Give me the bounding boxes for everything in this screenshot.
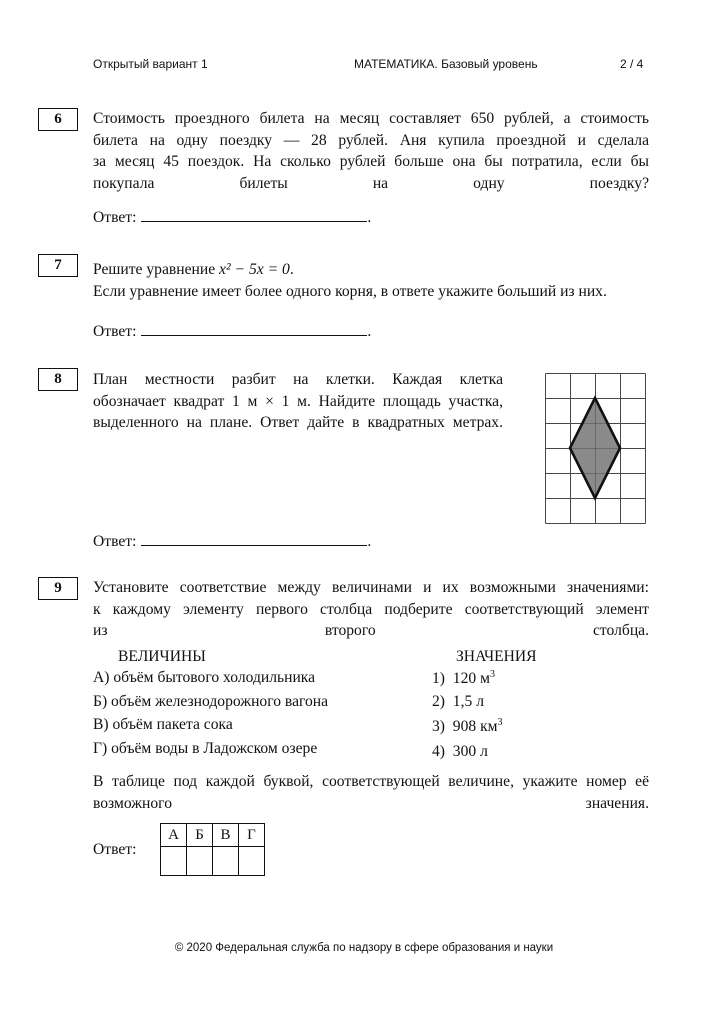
value-number: 4) bbox=[432, 743, 445, 760]
value-text: 908 км bbox=[452, 718, 498, 736]
task-7-prompt: Решите уравнение bbox=[93, 261, 216, 278]
task-8-line: План местности разбит на клетки. Каждая клетка bbox=[93, 371, 503, 388]
task-6-line: за месяц 45 поездок. На сколько рублей больше она бы потратила, если бы bbox=[93, 153, 649, 170]
answer-label: Ответ: bbox=[93, 209, 137, 226]
quantity-item: А) объём бытового холодильника bbox=[93, 669, 316, 686]
value-text: 300 л bbox=[452, 743, 488, 760]
value-item bbox=[432, 743, 488, 761]
answer-cell[interactable] bbox=[187, 847, 213, 876]
task-9-answer-label: Ответ: bbox=[93, 841, 137, 858]
task-9-instruction-line: возможного значения. bbox=[93, 794, 649, 812]
quantities-header: ВЕЛИЧИНЫ bbox=[118, 648, 206, 665]
task-6-line: билета на одну поездку — 28 рублей. Аня купила проездной и сделала bbox=[93, 131, 649, 149]
task-7-text bbox=[93, 259, 607, 302]
task-7-answer: Ответ: . bbox=[93, 323, 372, 340]
task-8-number: 8 bbox=[38, 368, 78, 391]
task-7-line1: Решите уравнение x² − 5x = 0. bbox=[93, 261, 294, 278]
task-6-answer-field[interactable] bbox=[141, 207, 367, 222]
value-exponent: 3 bbox=[497, 717, 503, 728]
header-variant: Открытый вариант 1 bbox=[93, 57, 208, 71]
task-7-line2: Если уравнение имеет более одного корня, в ответе укажите больший из них. bbox=[93, 282, 607, 300]
answer-cell[interactable] bbox=[239, 847, 265, 876]
task-6-line: покупала билеты на одну поездку? bbox=[93, 174, 649, 192]
task-9-number: 9 bbox=[38, 577, 78, 600]
task-8-answer: Ответ: . bbox=[93, 533, 372, 550]
footer-copyright: © 2020 Федеральная служба по надзору в сфере образования и науки bbox=[174, 942, 554, 954]
value-item bbox=[432, 693, 484, 711]
quantity-item: Г) объём воды в Ладожском озере bbox=[93, 740, 318, 757]
answer-table-header-row bbox=[161, 824, 265, 847]
value-item bbox=[432, 717, 503, 736]
answer-cell[interactable] bbox=[161, 847, 187, 876]
task-9-instruction-line: В таблице под каждой буквой, соответствующей величине, укажите номер её bbox=[93, 773, 649, 790]
value-number: 3) bbox=[432, 718, 445, 736]
quantity-item: В) объём пакета сока bbox=[93, 716, 233, 733]
value-number: 2) bbox=[432, 693, 445, 710]
task-8-text bbox=[93, 369, 503, 434]
task-7-answer-field[interactable] bbox=[141, 321, 367, 336]
task-6-number: 6 bbox=[38, 108, 78, 131]
task-9-line: к каждому элементу первого столбца подберите соответствующий элемент bbox=[93, 600, 649, 618]
quantity-item: Б) объём железнодорожного вагона bbox=[93, 693, 329, 710]
answer-cell[interactable] bbox=[213, 847, 239, 876]
value-text: 1,5 л bbox=[452, 693, 484, 710]
task-8-line: выделенного на плане. Ответ дайте в квадратных метрах. bbox=[93, 414, 503, 431]
values-header: ЗНАЧЕНИЯ bbox=[456, 648, 537, 665]
answer-table-input-row bbox=[161, 847, 265, 876]
task-6-line: Стоимость проездного билета на месяц составляет 650 рублей, а стоимость bbox=[93, 110, 649, 127]
value-number: 1) bbox=[432, 670, 445, 688]
header-subject: МАТЕМАТИКА. Базовый уровень bbox=[354, 57, 538, 71]
task-8-answer-field[interactable] bbox=[141, 531, 367, 546]
value-text: 120 м bbox=[452, 670, 490, 688]
answer-table-letter: В bbox=[213, 824, 239, 847]
answer-table-letter: Б bbox=[187, 824, 213, 847]
answer-table-letter: Г bbox=[239, 824, 265, 847]
answer-table-letter: А bbox=[161, 824, 187, 847]
task-6-text bbox=[93, 108, 649, 194]
task-9-instruction bbox=[93, 771, 649, 814]
task-9-text bbox=[93, 577, 649, 642]
task-9-line: из второго столбца. bbox=[93, 622, 649, 639]
answer-label: Ответ: bbox=[93, 533, 137, 550]
task-9-answer-table bbox=[160, 823, 265, 876]
task-8-line: обозначает квадрат 1 м × 1 м. Найдите площадь участка, bbox=[93, 392, 503, 410]
task-7-number: 7 bbox=[38, 254, 78, 277]
value-item bbox=[432, 669, 495, 688]
grid-overlay bbox=[546, 374, 646, 524]
task-7-equation: x² − 5x = 0 bbox=[219, 261, 290, 278]
answer-label: Ответ: bbox=[93, 323, 137, 340]
task-9-line: Установите соответствие между величинами и их возможными значениями: bbox=[93, 579, 649, 596]
value-exponent: 3 bbox=[489, 669, 495, 680]
header-page: 2 / 4 bbox=[620, 57, 644, 71]
task-6-answer: Ответ: . bbox=[93, 209, 372, 226]
task-8-grid-plan bbox=[545, 373, 647, 525]
